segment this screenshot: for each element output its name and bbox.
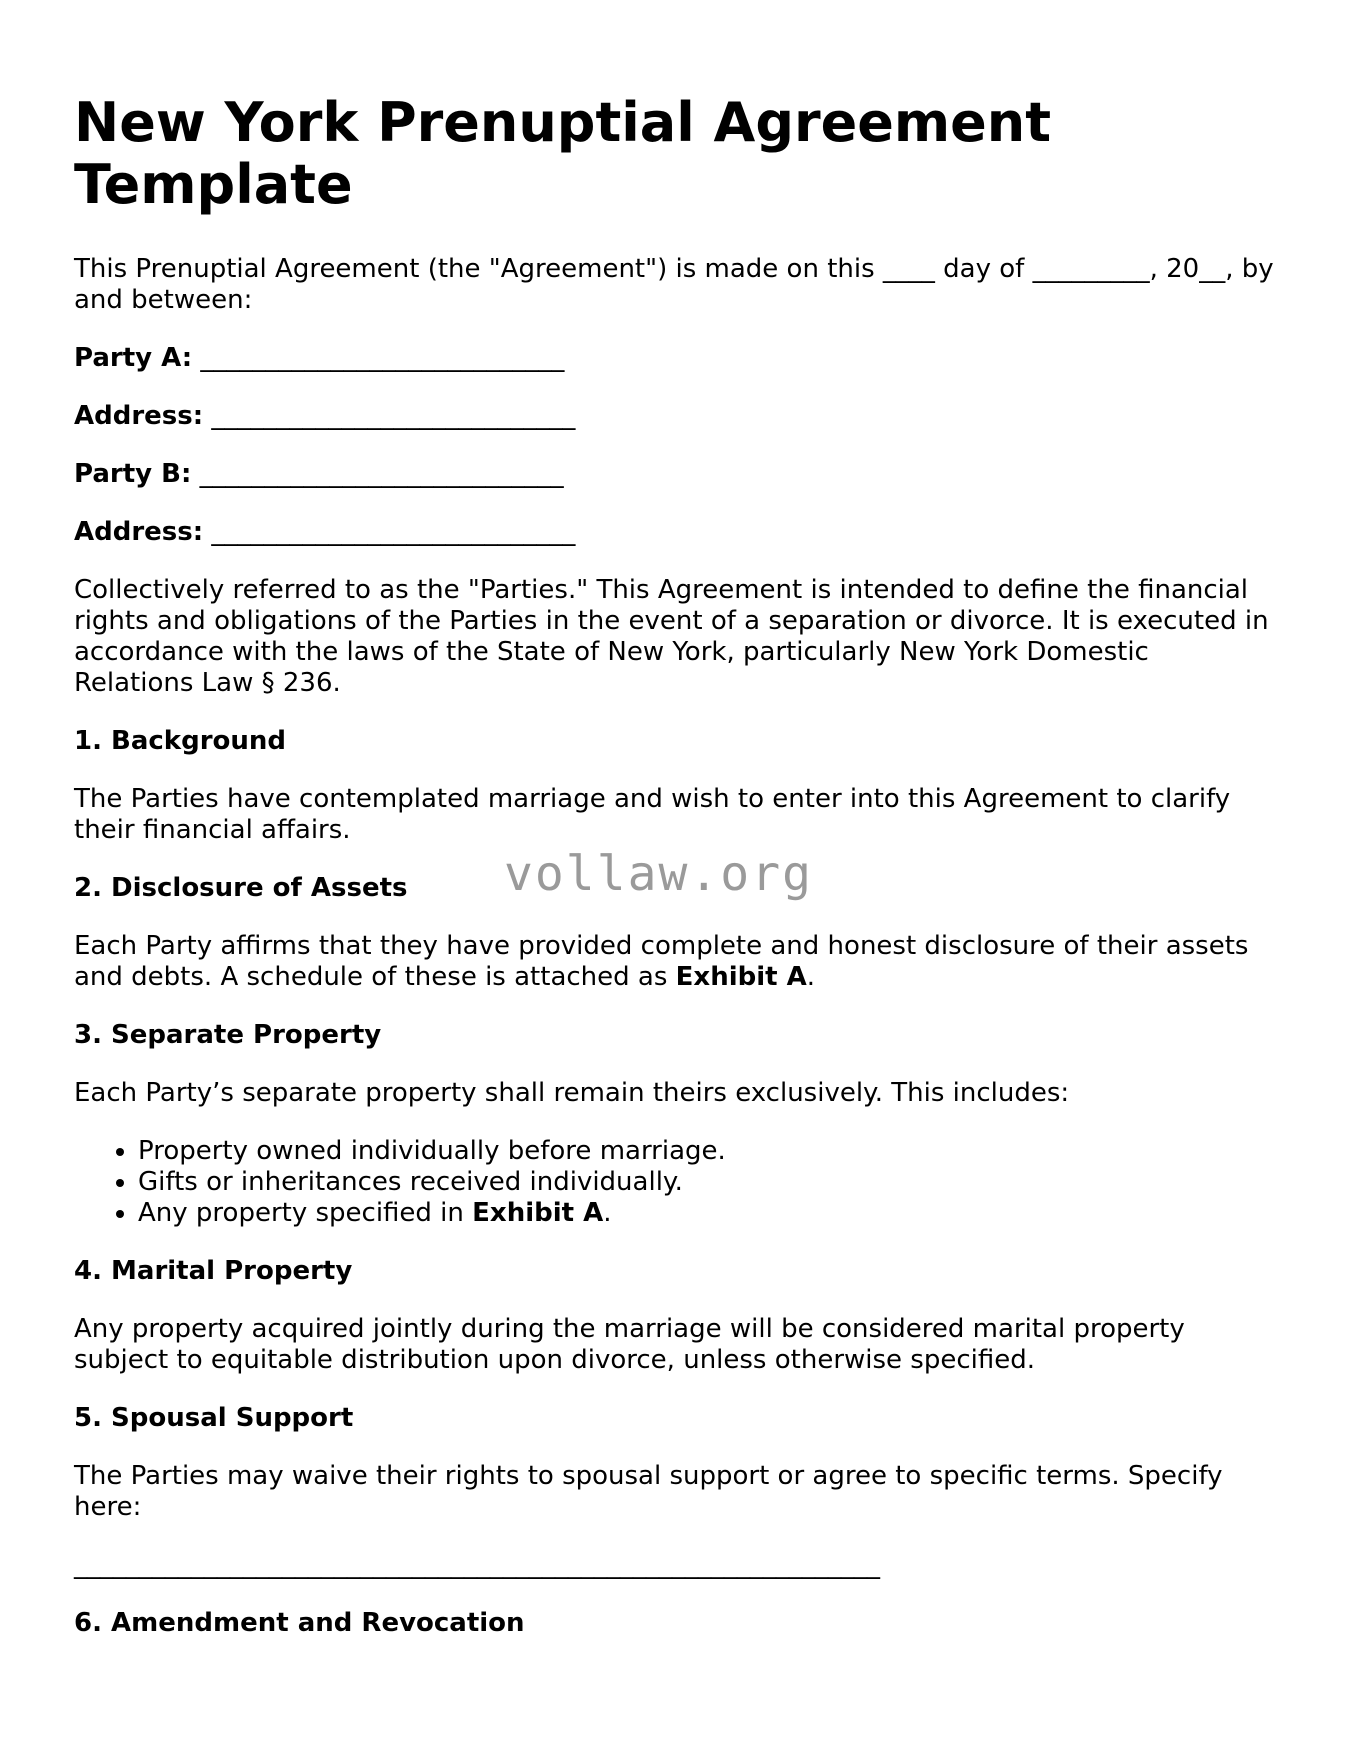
section-background-text: The Parties have contemplated marriage and wish to enter into this Agreement to clarify their financial affairs.	[74, 784, 1231, 845]
party-b-address-field	[74, 517, 1274, 548]
section-disclosure-text	[74, 931, 1274, 993]
section-marital-text: Any property acquired jointly during the marriage will be considered marital property subject to equitable distribution upon divorce, unless otherwise specified.	[74, 1314, 1185, 1375]
party-a-field	[74, 343, 1274, 374]
collective-paragraph: Collectively referred to as the "Parties." This Agreement is intended to define the financial rights and obligations of the Parties in the event of a separation or divorce. It is executed in accordance with the laws of the State of New York, particularly New York Domestic Relations Law § 236.	[74, 575, 1269, 698]
party-b-field	[74, 459, 1274, 490]
section-background-heading: 1. Background	[74, 726, 287, 756]
list-item: • Property owned individually before marriage.	[138, 1136, 1274, 1167]
disclosure-exhibit: Exhibit A	[675, 962, 807, 992]
document-title: New York Prenuptial Agreement Template	[74, 91, 1052, 216]
party-a-address-label: Address:	[74, 401, 204, 431]
list-item-end: .	[603, 1198, 612, 1228]
list-item: • Gifts or inheritances received individually.	[138, 1167, 1274, 1198]
intro-paragraph: This Prenuptial Agreement (the "Agreement") is made on this ____ day of _________, 20__, by and between:	[74, 254, 1274, 315]
party-b-address-label: Address:	[74, 517, 204, 547]
disclosure-text-before: Each Party affirms that they have provided complete and honest disclosure of their assets and debts. A schedule of these is attached as	[74, 931, 1249, 992]
section-marital-heading: 4. Marital Property	[74, 1256, 353, 1286]
party-b-address-blank: ____________________________	[211, 517, 576, 547]
party-a-blank: ____________________________	[200, 343, 565, 373]
list-item-exhibit: Exhibit A	[472, 1198, 604, 1228]
party-a-address-field	[74, 401, 1274, 432]
section-disclosure-heading: 2. Disclosure of Assets	[74, 873, 408, 903]
disclosure-text-after: .	[806, 962, 816, 992]
party-a-label: Party A:	[74, 343, 193, 373]
support-blank-line: ______________________________________________________________	[74, 1550, 880, 1580]
party-b-label: Party B:	[74, 459, 192, 489]
separate-property-list	[74, 1136, 1274, 1229]
list-item-text: Any property specified in	[138, 1198, 473, 1228]
section-separate-text: Each Party’s separate property shall remain theirs exclusively. This includes:	[74, 1078, 1070, 1108]
section-support-text: The Parties may waive their rights to spousal support or agree to specific terms. Specify here:	[74, 1461, 1223, 1522]
watermark: vollaw.org	[504, 846, 813, 902]
list-item	[138, 1198, 1274, 1229]
party-a-address-blank: ____________________________	[211, 401, 576, 431]
party-b-blank: ____________________________	[199, 459, 564, 489]
section-amendment-heading: 6. Amendment and Revocation	[74, 1608, 525, 1638]
section-support-heading: 5. Spousal Support	[74, 1403, 354, 1433]
section-separate-heading: 3. Separate Property	[74, 1020, 382, 1050]
